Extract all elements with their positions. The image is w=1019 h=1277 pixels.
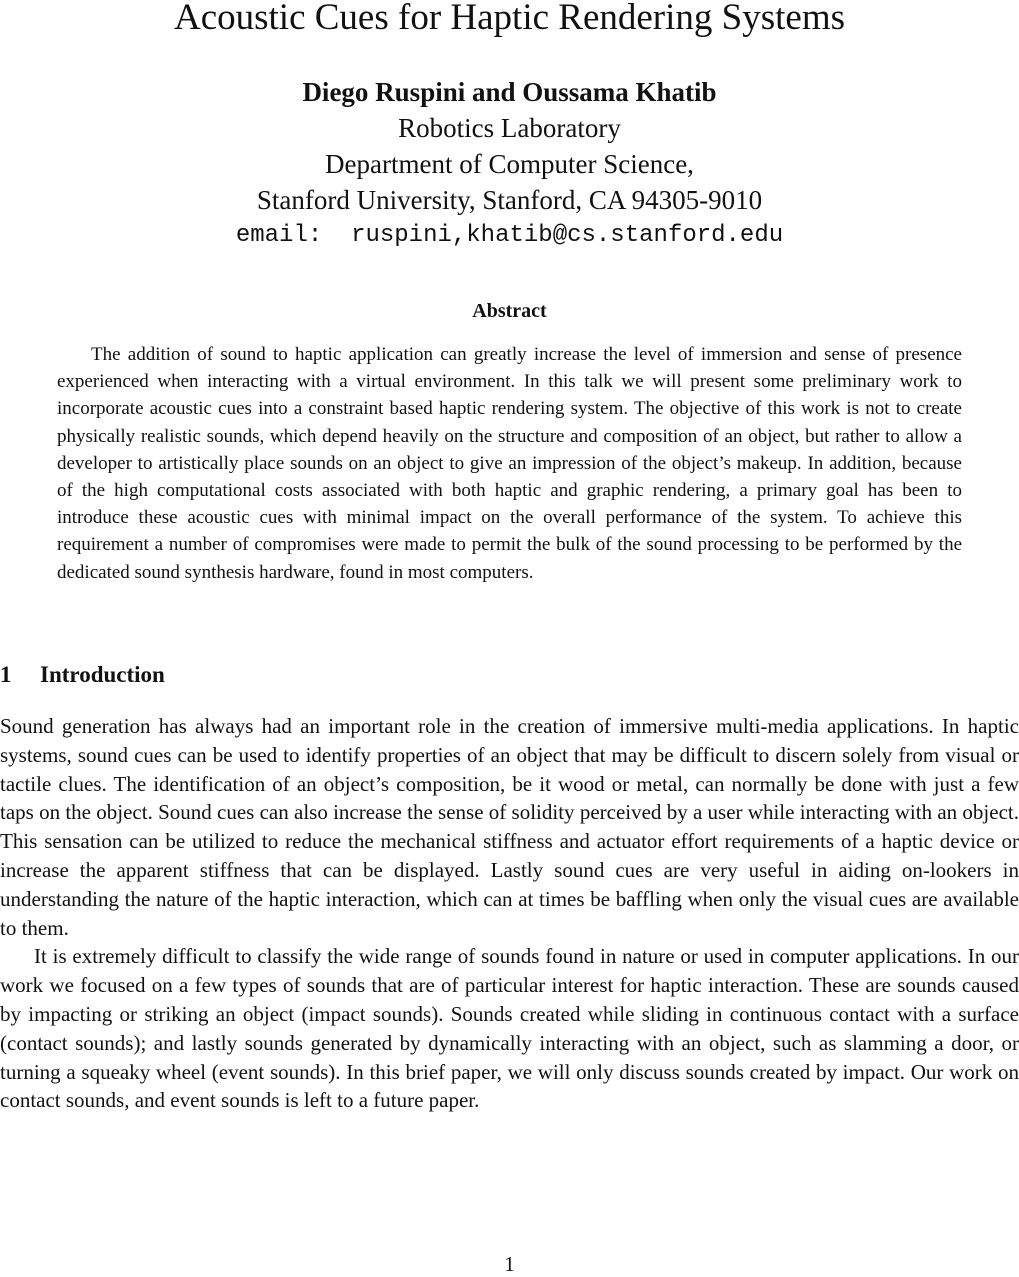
abstract-heading: Abstract <box>472 300 547 322</box>
intro-paragraph-1: Sound generation has always had an important role in the creation of immersive multi-media applications. In haptic systems, sound cues can be used to identify properties of an object that may be difficult to discern solely from visual or tactile clues. The identification of an object’s composition, be it wood or metal, can normally be done with just a few taps on the object. Sound cues can also increase the sense of solidity perceived by a user while interacting with an object. This sensation can be utilized to reduce the mechanical stiffness and actuator effort requirements of a haptic device or increase the apparent stiffness that can be displayed. Lastly sound cues are very useful in aiding on-lookers in understanding the nature of the haptic interaction, which can at times be baffling when only the visual cues are available to them. <box>0 714 1019 940</box>
author-names: Diego Ruspini and Oussama Khatib <box>302 77 717 107</box>
author-block <box>0 74 1019 254</box>
intro-paragraph-2: It is extremely difficult to classify the wide range of sounds found in nature or used in computer applications. In our work we focused on a few types of sounds that are of particular interest for haptic interaction. These are sounds caused by impacting or striking an object (impact sounds). Sounds created while sliding in continuous contact with a surface (contact sounds); and lastly sounds generated by dynamically interacting with an object, such as slamming a door, or turning a squeaky wheel (event sounds). In this brief paper, we will only discuss sounds created by impact. Our work on contact sounds, and event sounds is left to a future paper. <box>0 944 1019 1113</box>
abstract-text: The addition of sound to haptic application can greatly increase the level of immersion and sense of presence experienced when interacting with a virtual environment. In this talk we will present some preliminary work to incorporate acoustic cues into a constraint based haptic rendering system. The objective of this work is not to create physically realistic sounds, which depend heavily on the structure and composition of an object, but rather to allow a developer to artistically place sounds on an object to give an impression of the object’s makeup. In addition, because of the high computational costs associated with both haptic and graphic rendering, a primary goal has been to introduce these acoustic cues with minimal impact on the overall performance of the system. To achieve this requirement a number of compromises were made to permit the bulk of the sound processing to be performed by the dedicated sound synthesis hardware, found in most computers. <box>57 344 962 583</box>
page-number: 1 <box>504 1252 515 1276</box>
affiliation-line-university: Stanford University, Stanford, CA 94305-9010 <box>256 185 763 215</box>
introduction-body <box>0 712 1019 1115</box>
affiliation-line-department: Department of Computer Science, <box>325 149 694 179</box>
section-title: Introduction <box>40 662 165 687</box>
author-email: email: ruspini,khatib@cs.stanford.edu <box>235 222 784 249</box>
affiliation-line-lab: Robotics Laboratory <box>398 113 621 143</box>
section-heading-introduction <box>0 662 165 688</box>
section-number: 1 <box>0 662 12 687</box>
paper-title: Acoustic Cues for Haptic Rendering Systems <box>173 0 846 38</box>
